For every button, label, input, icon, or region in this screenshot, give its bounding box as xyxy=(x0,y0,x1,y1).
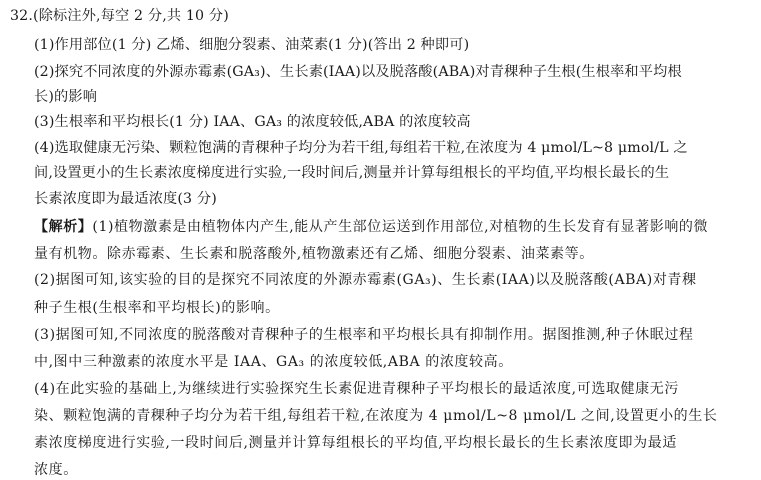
analysis-line-6: 中,图中三种激素的浓度水平是 IAA、GA₃ 的浓度较低,ABA 的浓度较高。 xyxy=(34,354,513,370)
analysis-line-2: 量有机物。除赤霉素、生长素和脱落酸外,植物激素还有乙烯、细胞分裂素、油菜素等。 xyxy=(34,246,594,262)
answer-line-6: 间,设置更小的生长素浓度梯度进行实验,一段时间后,测量并计算每组根长的平均值,平均根长最长的生 xyxy=(34,165,670,181)
answer-line-5: (4)选取健康无污染、颗粒饱满的青稞种子均分为若干组,每组若干粒,在浓度为 4 μmol/L~8 μmol/L 之 xyxy=(34,140,688,156)
answer-line-3: 长)的影响 xyxy=(34,89,98,105)
analysis-line-9: 素浓度梯度进行实验,一段时间后,测量并计算每组根长的平均值,平均根长最长的生长素浓度即为最适 xyxy=(34,435,677,451)
answer-line-4: (3)生根率和平均根长(1 分) IAA、GA₃ 的浓度较低,ABA 的浓度较高 xyxy=(34,114,471,130)
analysis-line-4: 种子生根(生根率和平均根长)的影响。 xyxy=(34,300,280,316)
answer-line-1: (1)作用部位(1 分) 乙烯、细胞分裂素、油菜素(1 分)(答出 2 种即可) xyxy=(34,37,470,53)
analysis-line-10: 浓度。 xyxy=(34,462,78,478)
answer-line-7: 长素浓度即为最适浓度(3 分) xyxy=(34,191,217,207)
analysis-line-7: (4)在此实验的基础上,为继续进行实验探究生长素促进青稞种子平均根长的最适浓度,可选取健康无污 xyxy=(34,381,679,397)
analysis-line-5: (3)据图可知,不同浓度的脱落酸对青稞种子的生根率和平均根长具有抑制作用。据图推测,种子休眠过程 xyxy=(34,327,694,343)
analysis-line-8: 染、颗粒饱满的青稞种子均分为若干组,每组若干粒,在浓度为 4 μmol/L~8 μmol/L 之间,设置更小的生长 xyxy=(34,408,718,424)
analysis-line-1 xyxy=(34,217,708,237)
analysis-text-1: (1)植物激素是由植物体内产生,能从产生部位运送到作用部位,对植物的生长发育有显著影响的微 xyxy=(92,219,709,235)
analysis-line-3: (2)据图可知,该实验的目的是探究不同浓度的外源赤霉素(GA₃)、生长素(IAA)以及脱落酸(ABA)对青稞 xyxy=(34,272,697,288)
answer-line-2: (2)探究不同浓度的外源赤霉素(GA₃)、生长素(IAA)以及脱落酸(ABA)对青稞种子生根(生根率和平均根 xyxy=(34,64,682,80)
analysis-tag: 【解析】 xyxy=(34,219,93,235)
question-header: 32.(除标注外,每空 2 分,共 10 分) xyxy=(10,8,229,24)
